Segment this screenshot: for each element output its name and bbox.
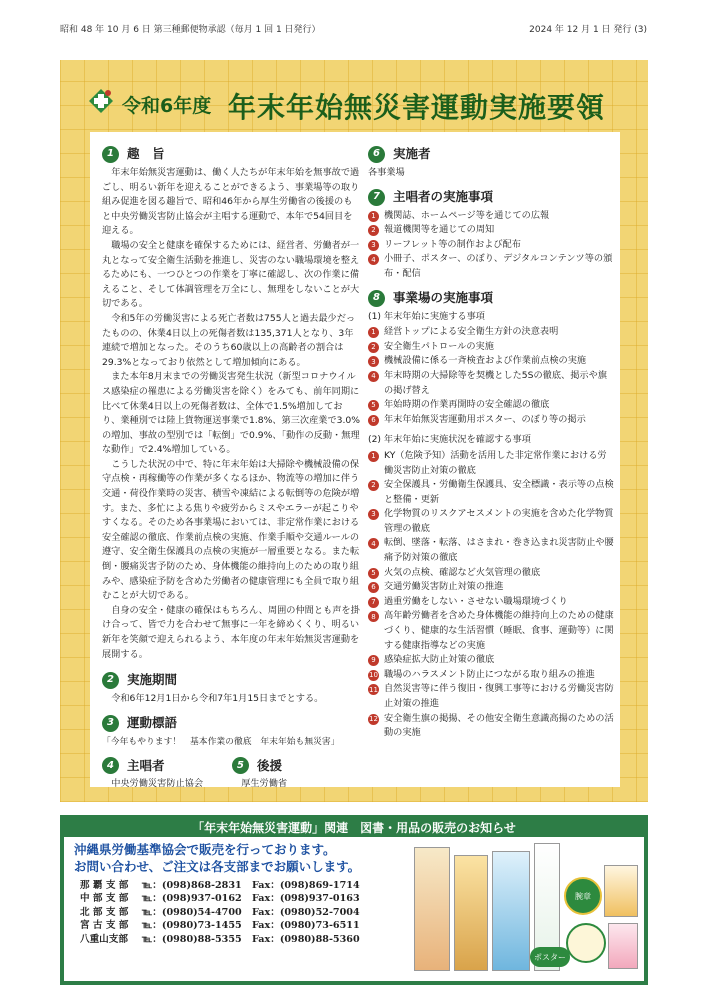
left-column — [102, 146, 360, 792]
product-images — [414, 841, 640, 977]
publication-info: 昭和 48 年 10 月 6 日 第三種郵便物承認（毎月 1 回 1 日発行） — [60, 25, 321, 35]
list-item: 7 過重労働をしない・させない職場環境づくり — [368, 595, 614, 610]
list-item: 11 自然災害等に伴う復旧・復興工事等における労働災害防止対策の推進 — [369, 683, 614, 709]
table-row: 中 部 支 部 ℡：(098)937-0162 Fax：(098)937-0163 — [80, 893, 360, 905]
cross-emblem-icon — [88, 88, 114, 114]
banner-title: 「年末年始無災害運動」関連 図書・用品の販売のお知らせ — [192, 821, 516, 835]
section-5-heading: 5 後援 — [232, 757, 287, 774]
subsection-1-heading: (1) 年末年始に実施する事項 — [368, 310, 485, 322]
table-row: 宮 古 支 部 ℡：(0980)73-1455 Fax：(0980)73-6511 — [80, 920, 360, 932]
list-item: 4 転倒、墜落・転落、はさまれ・巻き込まれ災害防止や腰痛予防対策の徹底 — [368, 536, 614, 565]
banner-body — [64, 837, 644, 981]
banner-message: 沖縄県労働基準協会で販売を行っております。 お問い合わせ、ご注文は各支部までお願いします。 — [74, 842, 361, 874]
section-4 — [102, 757, 232, 792]
page-title: 年末年始無災害運動実施要領 — [228, 91, 606, 124]
list-item: 5 年始時期の作業再開時の安全確認の徹底 — [368, 398, 614, 413]
list-item: 3 機械設備に係る一斉検査および作業前点検の実施 — [368, 354, 614, 369]
right-column — [368, 146, 614, 741]
sponsor-text: 中央労働災害防止協会 — [111, 778, 204, 790]
section-7-heading: 7 主唱者の実施事項 — [368, 189, 614, 206]
paragraph: 自身の安全・健康の確保はもちろん、周囲の仲間とも声を掛け合って、皆で力を合わせて無事に一年を締めくくり、明るい新年を笑顔で迎えられるよう、本年度の年末年始無災害運動を展開する。 — [102, 604, 360, 660]
book-image — [454, 855, 488, 971]
sponsor-row — [102, 757, 360, 792]
subsection-2-heading: (2) 年末年始に実施状況を確認する事項 — [368, 434, 531, 446]
table-row: 那 覇 支 部 ℡：(098)868-2831 Fax：(098)869-1714 — [80, 880, 360, 891]
leaflet-image — [608, 923, 638, 969]
implementer-text: 各事業場 — [368, 167, 405, 178]
section-5 — [232, 757, 287, 792]
section-3-heading: 3 運動標語 — [102, 715, 360, 732]
list-item: 1 経営トップによる安全衛生方針の決意表明 — [368, 325, 614, 340]
list-item: 5 火気の点検、確認など火気管理の徹底 — [368, 566, 614, 581]
section-6-heading: 6 実施者 — [368, 146, 614, 163]
section-8-heading: 8 事業場の実施事項 — [368, 290, 614, 307]
section-1-heading: 1 趣 旨 — [102, 146, 360, 163]
list-item: 4 年末時期の大掃除等を契機とした5Sの徹底、掲示や旗の掲げ替え — [368, 369, 614, 398]
list-item: 1 KY（危険予知）活動を活用した非定常作業における労働災害防止対策の徹底 — [368, 449, 614, 478]
list-item: 3 リーフレット等の制作および配布 — [368, 238, 614, 253]
period-text: 令和6年12月1日から令和7年1月15日までとする。 — [111, 693, 324, 705]
book-image — [492, 851, 530, 971]
list-item: 8 高年齢労働者を含めた身体機能の維持向上のための健康づくり、健康的な生活習慣（睡眠、食事、運動等）に関する健康指導などの実施 — [368, 609, 614, 653]
pamphlet-image — [604, 865, 638, 917]
list-item: 2 安全衛生パトロールの実施 — [368, 340, 614, 355]
list-item: 2 報道機関等を通じての周知 — [368, 223, 614, 238]
list-item: 12 安全衛生旗の掲揚、その他安全衛生意識高揚のための活動の実施 — [369, 712, 614, 739]
paragraph: 年末年始無災害運動は、働く人たちが年末年始を無事故で過ごし、明るい新年を迎えることができるよう、事業場等の取り組み促進を図る趣旨で、昭和46年から厚生労働省の後援のもと中央労働災害防止協会が主唱する運動で、本年で54回目を迎える。 — [102, 167, 360, 237]
page-header — [60, 22, 647, 36]
title-bar — [60, 86, 648, 126]
sticker-image — [566, 923, 606, 963]
list-item: 1 機関誌、ホームページ等を通じての広報 — [368, 209, 614, 224]
paragraph: 令和5年の労働災害による死亡者数は755人と過去最少だったものの、休業4日以上の死傷者数は135,371人となり、3年連続で増加となった。そのうち60歳以上の高齢者の割合は29.3%となっており依然として増加傾向にある。 — [102, 312, 356, 368]
support-text: 厚生労働省 — [241, 778, 288, 790]
list-item: 9 感染症拡大防止対策の徹底 — [368, 653, 614, 668]
list-item: 2 安全保護具・労働衛生保護具、安全標識・表示等の点検と整備・更新 — [368, 478, 614, 507]
list-item: 3 化学物質のリスクアセスメントの実施を含めた化学物質管理の徹底 — [368, 507, 614, 536]
fiscal-year: 令和6年度 — [122, 95, 212, 117]
table-row: 北 部 支 部 ℡：(0980)54-4700 Fax：(0980)52-7004 — [80, 906, 360, 918]
armband-image: 腕章 — [564, 877, 602, 915]
branch-contact-table — [80, 879, 372, 946]
slogan-text: 「今年もやります！ 基本作業の徹底 年末年始も無災害」 — [102, 736, 340, 747]
list-item: 6 交通労働災害防止対策の推進 — [368, 580, 614, 595]
book-image — [414, 847, 450, 971]
list-item: 10 職場のハラスメント防止につながる取り組みの推進 — [369, 668, 595, 680]
section-4-heading: 4 主唱者 — [102, 757, 232, 774]
list-item: 6 年末年始無災害運動用ポスター、のぼり等の掲示 — [368, 413, 614, 428]
paragraph: こうした状況の中で、特に年末年始は大掃除や機械設備の保守点検・再稼働等の作業が多くなるほか、物流等の増加に伴う交通・荷役作業時の災害、積雪や凍結による転倒等の危険が増す。また、多忙による焦りや疲労からミスやエラーが起こりやすくなる。そのため各事業場においては、非定常作業における安全確認の徹底、作業前点検の実施、作業手順や交通ルールの遵守、安全衛生保護具の点検の実施が一層重要となる。また転倒・腰痛災害予防のため、身体機能の維持向上のための取り組みや、感染症予防を含めた労働者の健康管理にも全員で取り組むことが大切である。 — [102, 458, 360, 602]
sales-banner — [60, 815, 648, 985]
paragraph: 職場の安全と健康を確保するためには、経営者、労働者が一丸となって安全衛生活動を推進し、災害のない職場環境を整えるためにも、一つひとつの作業を丁寧に確認し、次の作業に備えること、そして体調管理を万全にし、無理をしないことが大切である。 — [102, 239, 360, 310]
content-card — [90, 132, 620, 790]
paragraph: また本年8月末までの労働災害発生状況（新型コロナウイルス感染症の罹患による労働災害を除く）をみても、前年同期に比べて休業4日以上の死傷者数は、全体で1.5%増加しており、業種別では陸上貨物運送事業で1.8%、第三次産業で3.0%の増加、事故の型別では「転倒」で0.9%、「動作の反動・無理な動作」で2.4%増加している。 — [102, 371, 360, 456]
list-item: 4 小冊子、ポスター、のぼり、デジタルコンテンツ等の頒布・配信 — [368, 252, 614, 281]
poster-label: ポスター — [530, 947, 570, 967]
issue-date: 2024 年 12 月 1 日 発行 (3) — [529, 25, 647, 35]
table-row: 八重山支部 ℡：(0980)88-5355 Fax：(0980)88-5360 — [80, 933, 360, 945]
section-2-heading: 2 実施期間 — [102, 672, 360, 689]
main-panel — [60, 60, 648, 802]
